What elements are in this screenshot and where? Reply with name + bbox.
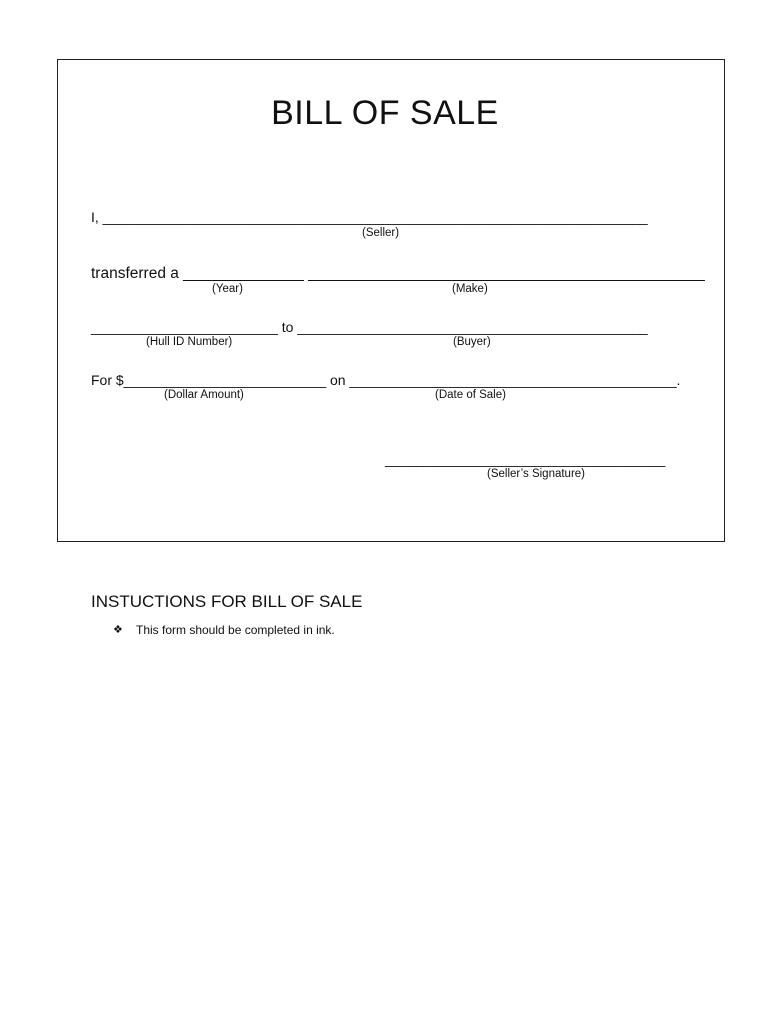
amount-date-line: For $__________________________ on __________________________________________. [91,372,681,388]
form-title: BILL OF SALE [271,94,499,132]
transfer-line: transferred a ______________ ______________________________________________ [91,265,705,282]
instruction-item: This form should be completed in ink. [136,623,335,637]
seller-line: I, ______________________________________________________________________ [91,209,648,225]
hull-id-caption: (Hull ID Number) [146,336,233,348]
seller-caption: (Seller) [362,227,400,239]
signature-caption: (Seller’s Signature) [487,468,586,480]
diamond-bullet-icon: ❖ [113,624,123,636]
dollar-amount-caption: (Dollar Amount) [164,389,244,401]
instructions-title: INSTUCTIONS FOR BILL OF SALE [91,592,363,611]
date-of-sale-caption: (Date of Sale) [435,389,506,401]
signature-line: ____________________________________ [385,451,666,467]
hull-buyer-line: ________________________ to _____________________________________________ [91,319,648,335]
year-caption: (Year) [212,283,243,295]
buyer-caption: (Buyer) [453,336,491,348]
make-caption: (Make) [452,283,488,295]
